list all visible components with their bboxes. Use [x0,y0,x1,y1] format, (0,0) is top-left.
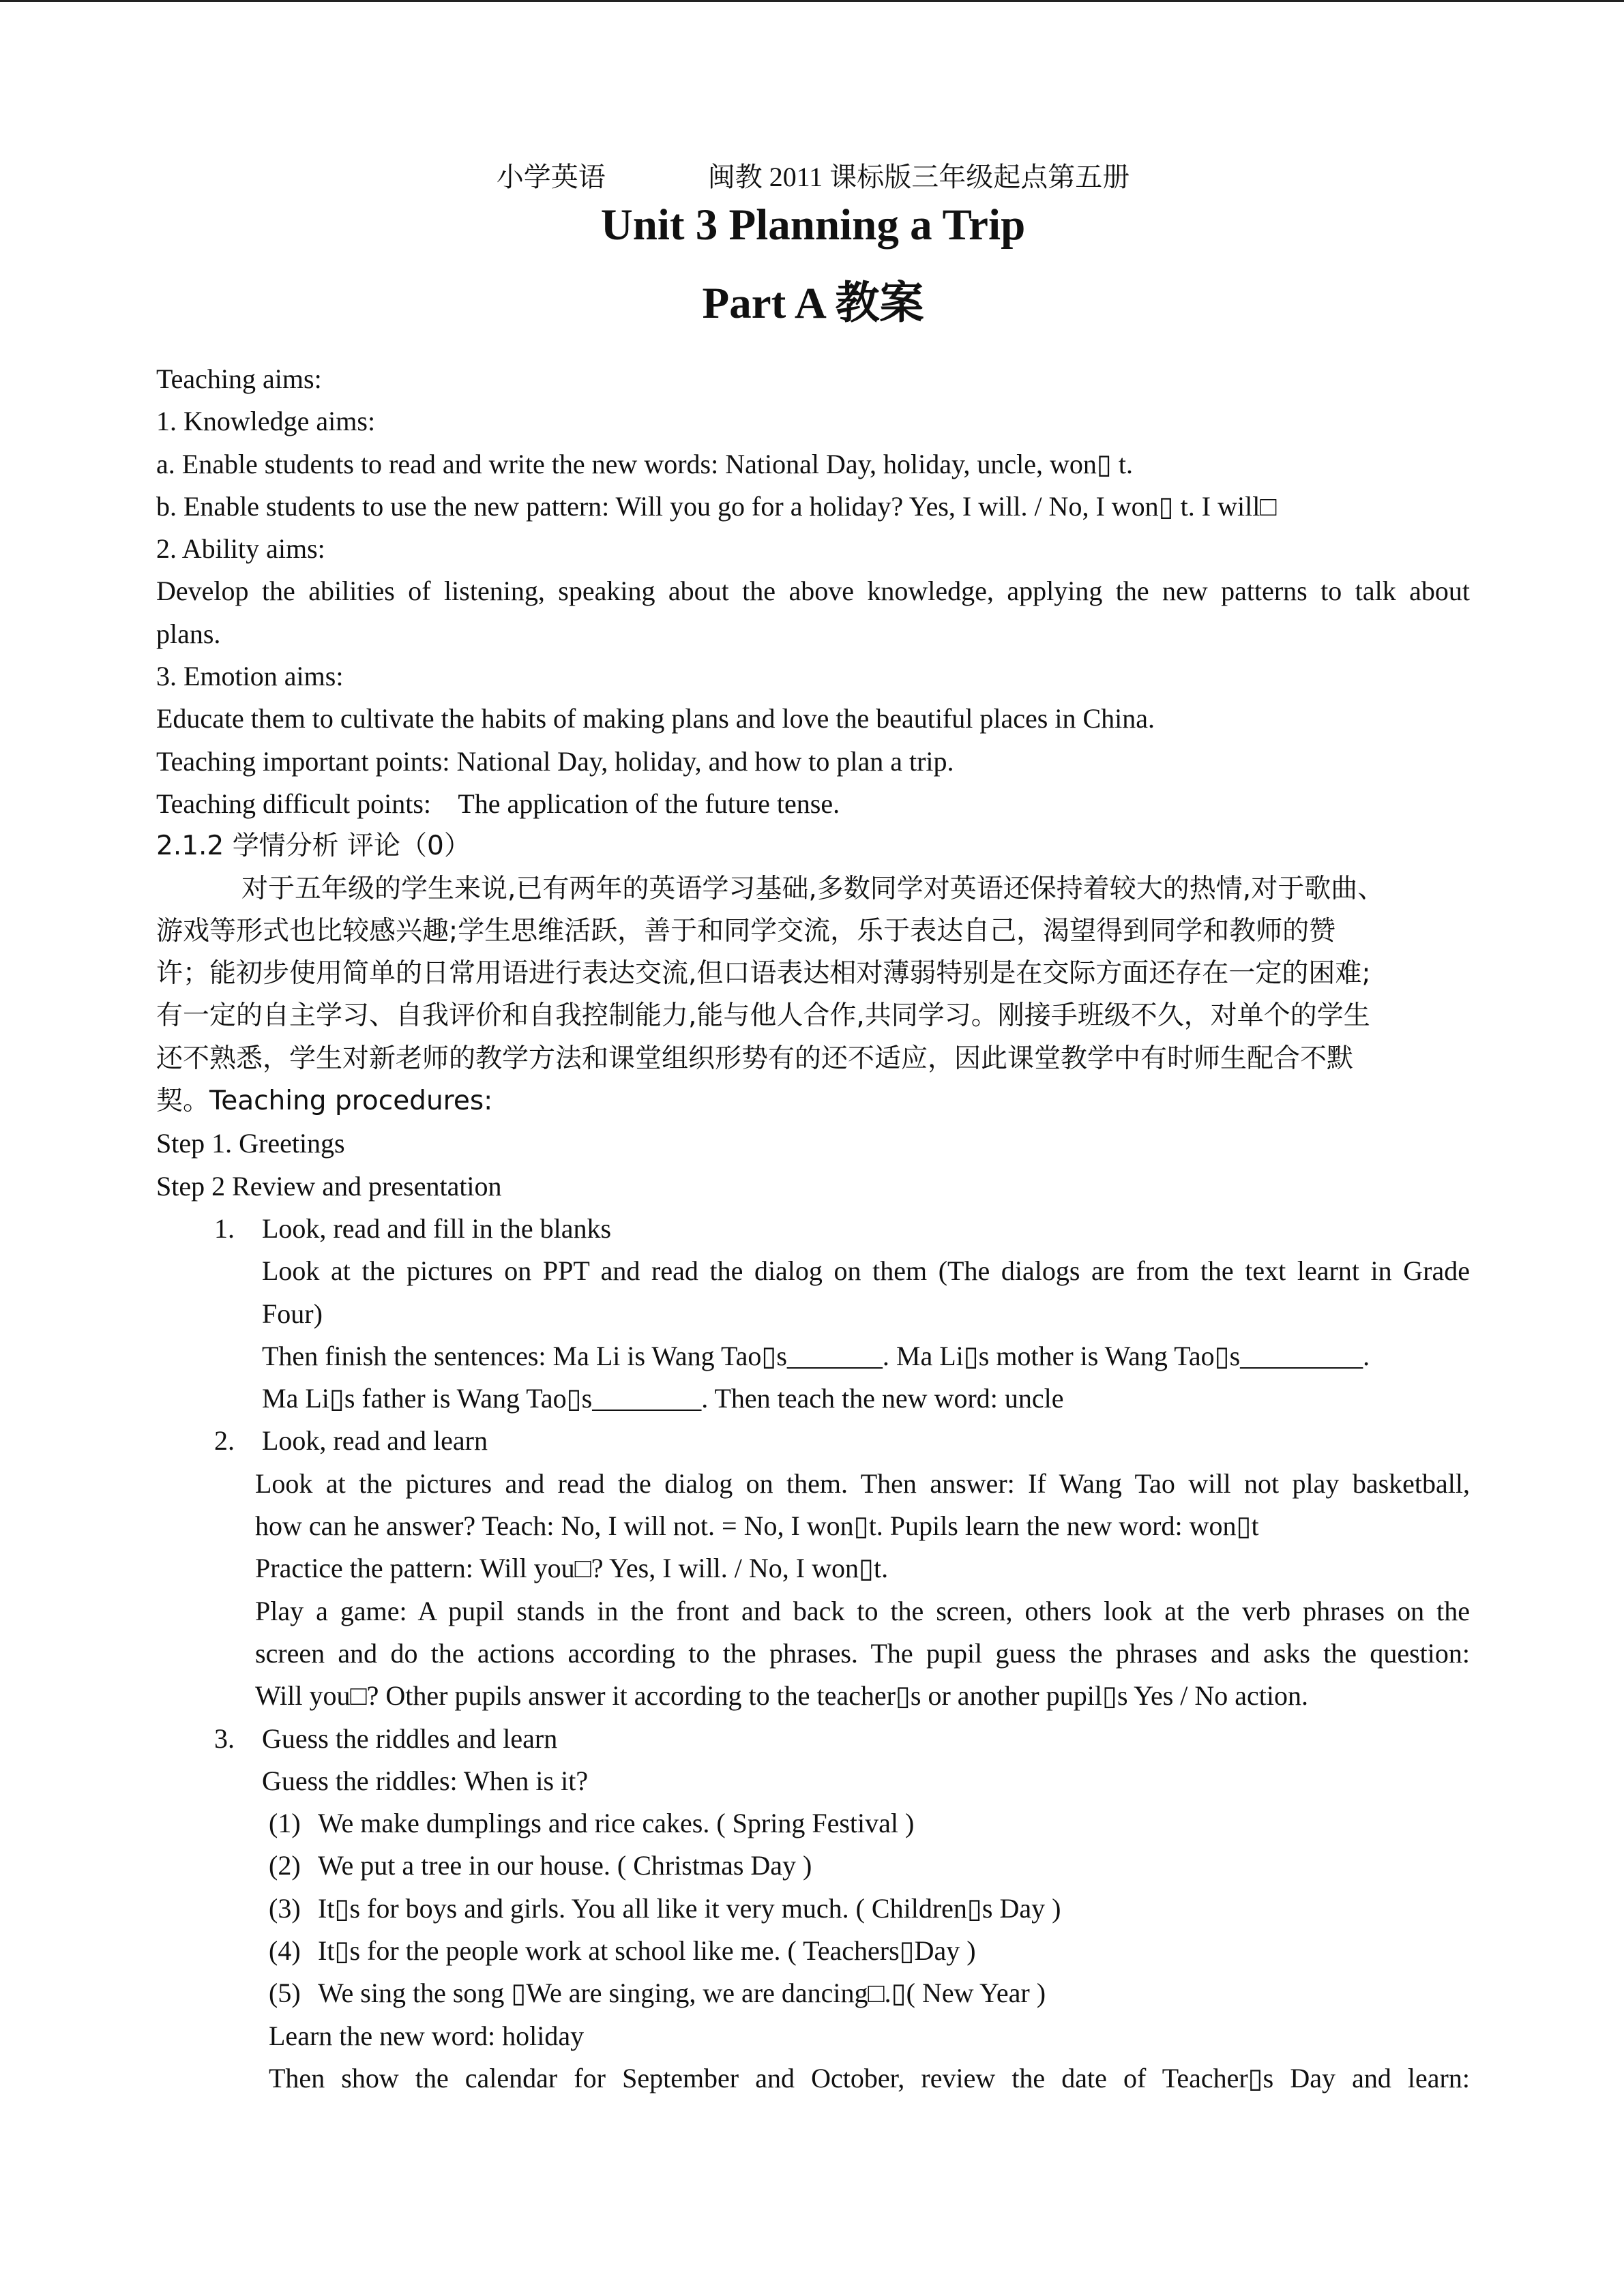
page-title: Unit 3 Planning a Trip [600,200,1026,250]
riddle-number: (2) [269,1850,301,1881]
item-2-text: Practice the pattern: Will you□? Yes, I will. / No, I won▯t. [255,1553,889,1584]
analysis-heading: 2.1.2 学情分析 评论（0） [156,831,471,862]
item-2-text: Will you□? Other pupils answer it according to the teacher▯s or another pupil▯s Yes / No action. [255,1680,1309,1712]
analysis-line: 还不熟悉，学生对新老师的教学方法和课堂组织形势有的还不适应，因此课堂教学中有时师生配合不默 [156,1043,1354,1074]
knowledge-aims-heading: 1. Knowledge aims: [156,406,376,437]
item-1-number: 1. [214,1212,235,1244]
item-2-text: Look at the pictures and read the dialog on them. Then answer: If Wang Tao will not play basketball, [255,1467,1470,1499]
riddle-number: (5) [269,1978,301,2009]
riddle-item [156,1845,1624,1887]
riddle-text: We put a tree in our house. ( Christmas Day ) [318,1850,812,1881]
item-2-title: Look, read and learn [262,1425,488,1457]
page-subtitle: Part A 教案 [702,279,924,328]
important-points: Teaching important points: National Day, holiday, and how to plan a trip. [156,745,954,777]
item-1-text: Ma Li▯s father is Wang Tao▯s________. Then teach the new word: uncle [262,1383,1064,1414]
edition-label: 闽教 2011 课标版三年级起点第五册 [707,162,1130,192]
analysis-line: 对于五年级的学生来说,已有两年的英语学习基础,多数同学对英语还保持着较大的热情,对于歌曲、 [241,873,1385,904]
emotion-aims-heading: 3. Emotion aims: [156,661,344,692]
riddle-text: We sing the song ▯We are singing, we are dancing□.▯( New Year ) [318,1978,1046,2009]
riddle-text: We make dumplings and rice cakes. ( Spring Festival ) [318,1808,915,1839]
analysis-line: 许；能初步使用简单的日常用语进行表达交流,但口语表达相对薄弱特别是在交际方面还存在一定的困难; [156,958,1371,989]
riddles-intro: Guess the riddles: When is it? [262,1765,589,1796]
knowledge-aim-b: b. Enable students to use the new pattern: Will you go for a holiday? Yes, I will. / No, I won▯ t. I will□ [156,490,1277,522]
learn-new-word: Learn the new word: holiday [269,2020,585,2051]
item-2-text: how can he answer? Teach: No, I will not. = No, I won▯t. Pupils learn the new word: won▯t [255,1510,1259,1542]
item-1-heading [156,1208,1624,1250]
ability-aims-text-cont: plans. [156,618,221,649]
item-1-text: Then finish the sentences: Ma Li is Wang Tao▯s_______. Ma Li▯s mother is Wang Tao▯s_________. [262,1340,1370,1371]
riddle-item [156,1802,1624,1845]
item-3-title: Guess the riddles and learn [262,1723,558,1754]
item-3-heading [156,1718,1624,1760]
analysis-line: 游戏等形式也比较感兴趣;学生思维活跃，善于和同学交流，乐于表达自己，渴望得到同学和教师的赞 [156,915,1336,946]
calendar-text: Then show the calendar for September and October, review the date of Teacher▯s Day and learn: [269,2062,1470,2093]
riddle-text: It▯s for the people work at school like me. ( Teachers▯Day ) [318,1935,976,1966]
page-top-border [0,0,1624,2]
riddle-number: (3) [269,1892,301,1924]
analysis-line: 有一定的自主学习、自我评价和自我控制能力,能与他人合作,共同学习。刚接手班级不久，对单个的学生 [156,1000,1370,1032]
item-2-heading [156,1420,1624,1462]
item-1-title: Look, read and fill in the blanks [262,1212,612,1244]
analysis-line: 契。Teaching procedures: [156,1086,493,1117]
riddle-item [156,1930,1624,1972]
ability-aims-heading: 2. Ability aims: [156,533,325,565]
aims-heading: Teaching aims: [156,363,322,394]
subject-label: 小学英语 [496,162,606,192]
item-3-number: 3. [214,1723,235,1754]
document-body [156,358,1624,2100]
item-1-text: Four) [262,1298,323,1329]
riddle-number: (1) [269,1808,301,1839]
ability-aims-text: Develop the abilities of listening, speaking about the above knowledge, applying the new patterns to talk about [156,576,1470,607]
emotion-aims-text: Educate them to cultivate the habits of making plans and love the beautiful places in China. [156,703,1155,734]
riddle-text: It▯s for boys and girls. You all like it very much. ( Children▯s Day ) [318,1892,1061,1924]
riddle-item [156,1972,1624,2014]
item-2-number: 2. [214,1425,235,1457]
riddle-item [156,1888,1624,1930]
item-2-text: screen and do the actions according to the phrases. The pupil guess the phrases and asks the question: [255,1637,1470,1669]
riddle-number: (4) [269,1935,301,1966]
difficult-points: Teaching difficult points: The application of the future tense. [156,788,840,819]
item-2-text: Play a game: A pupil stands in the front and back to the screen, others look at the verb phrases on the [255,1595,1470,1626]
step-2: Step 2 Review and presentation [156,1170,502,1202]
item-1-text: Look at the pictures on PPT and read the dialog on them (The dialogs are from the text learnt in Grade [262,1255,1470,1287]
knowledge-aim-a: a. Enable students to read and write the new words: National Day, holiday, uncle, won▯ t. [156,448,1133,479]
step-1: Step 1. Greetings [156,1128,345,1159]
